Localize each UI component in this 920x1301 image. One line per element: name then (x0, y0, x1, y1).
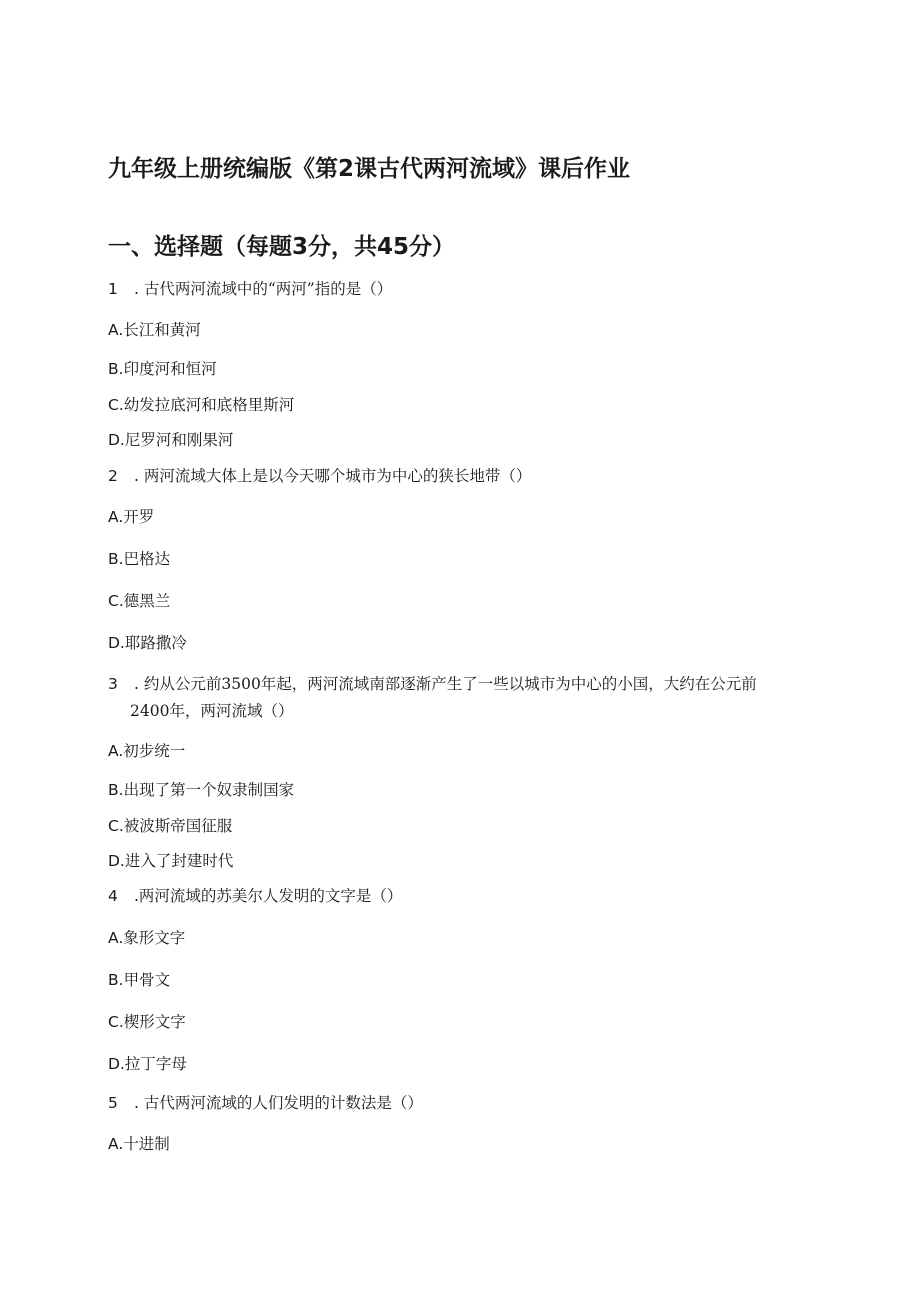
option-1b (108, 358, 217, 380)
question-5 (108, 1092, 423, 1114)
option-4a (108, 927, 185, 949)
option-label: A. (108, 321, 124, 339)
question-stem: . 约从公元前3500年起，两河流域南部逐渐产生了一些以城市为中心的小国，大约在公元前 (134, 675, 757, 693)
option-2a (108, 506, 154, 528)
option-label: A. (108, 929, 124, 947)
option-label: B. (108, 360, 124, 378)
option-label: D. (108, 1055, 125, 1073)
option-4c (108, 1011, 186, 1033)
question-3-continued (108, 700, 293, 722)
option-3c (108, 815, 232, 837)
option-2b (108, 548, 170, 570)
option-5a (108, 1133, 170, 1155)
option-label: A. (108, 508, 124, 526)
option-label: D. (108, 431, 125, 449)
option-text: 象形文字 (123, 929, 186, 947)
question-stem: . 古代两河流域的人们发明的计数法是（） (134, 1094, 423, 1112)
question-stem: . 两河流域大体上是以今天哪个城市为中心的狭长地带（） (134, 467, 532, 485)
option-label: D. (108, 634, 125, 652)
option-text: 出现了第一个奴隶制国家 (123, 781, 295, 799)
option-4b (108, 969, 170, 991)
option-label: B. (108, 550, 124, 568)
option-text: 十进制 (123, 1135, 170, 1153)
question-stem: .两河流域的苏美尔人发明的文字是（） (134, 887, 403, 905)
option-label: D. (108, 852, 125, 870)
option-2d (108, 632, 187, 654)
option-text: 进入了封建时代 (124, 852, 234, 870)
option-1c (108, 394, 294, 416)
option-label: A. (108, 1135, 124, 1153)
option-text: 尼罗河和刚果河 (124, 431, 234, 449)
option-label: C. (108, 396, 124, 414)
question-stem-continued: 2400年，两河流域（） (130, 702, 294, 720)
option-label: C. (108, 817, 124, 835)
option-label: C. (108, 1013, 124, 1031)
option-text: 开罗 (123, 508, 155, 526)
option-label: C. (108, 592, 124, 610)
question-number: 1 (108, 280, 118, 298)
option-3b (108, 779, 294, 801)
question-stem: . 古代两河流域中的“两河”指的是（） (134, 280, 393, 298)
question-2 (108, 465, 531, 487)
question-number: 3 (108, 675, 118, 693)
option-1d (108, 429, 233, 451)
option-text: 楔形文字 (123, 1013, 186, 1031)
option-text: 被波斯帝国征服 (123, 817, 233, 835)
question-number: 4 (108, 887, 118, 905)
option-text: 巴格达 (123, 550, 171, 568)
question-3 (108, 673, 757, 695)
option-label: B. (108, 971, 124, 989)
option-3a (108, 740, 185, 762)
question-number: 5 (108, 1094, 118, 1112)
option-label: B. (108, 781, 124, 799)
option-1a (108, 319, 201, 341)
option-3d (108, 850, 233, 872)
option-2c (108, 590, 170, 612)
option-text: 甲骨文 (123, 971, 171, 989)
question-4 (108, 885, 402, 907)
option-label: A. (108, 742, 124, 760)
option-text: 初步统一 (123, 742, 186, 760)
option-text: 幼发拉底河和底格里斯河 (123, 396, 295, 414)
option-text: 印度河和恒河 (123, 360, 217, 378)
question-1 (108, 278, 392, 300)
section-heading: 一、选择题（每题3分，共45分） (108, 234, 456, 260)
option-text: 德黑兰 (123, 592, 171, 610)
document-title: 九年级上册统编版《第2课古代两河流域》课后作业 (108, 156, 631, 182)
option-text: 长江和黄河 (123, 321, 201, 339)
option-4d (108, 1053, 187, 1075)
option-text: 拉丁字母 (124, 1055, 187, 1073)
option-text: 耶路撒冷 (124, 634, 187, 652)
question-number: 2 (108, 467, 118, 485)
